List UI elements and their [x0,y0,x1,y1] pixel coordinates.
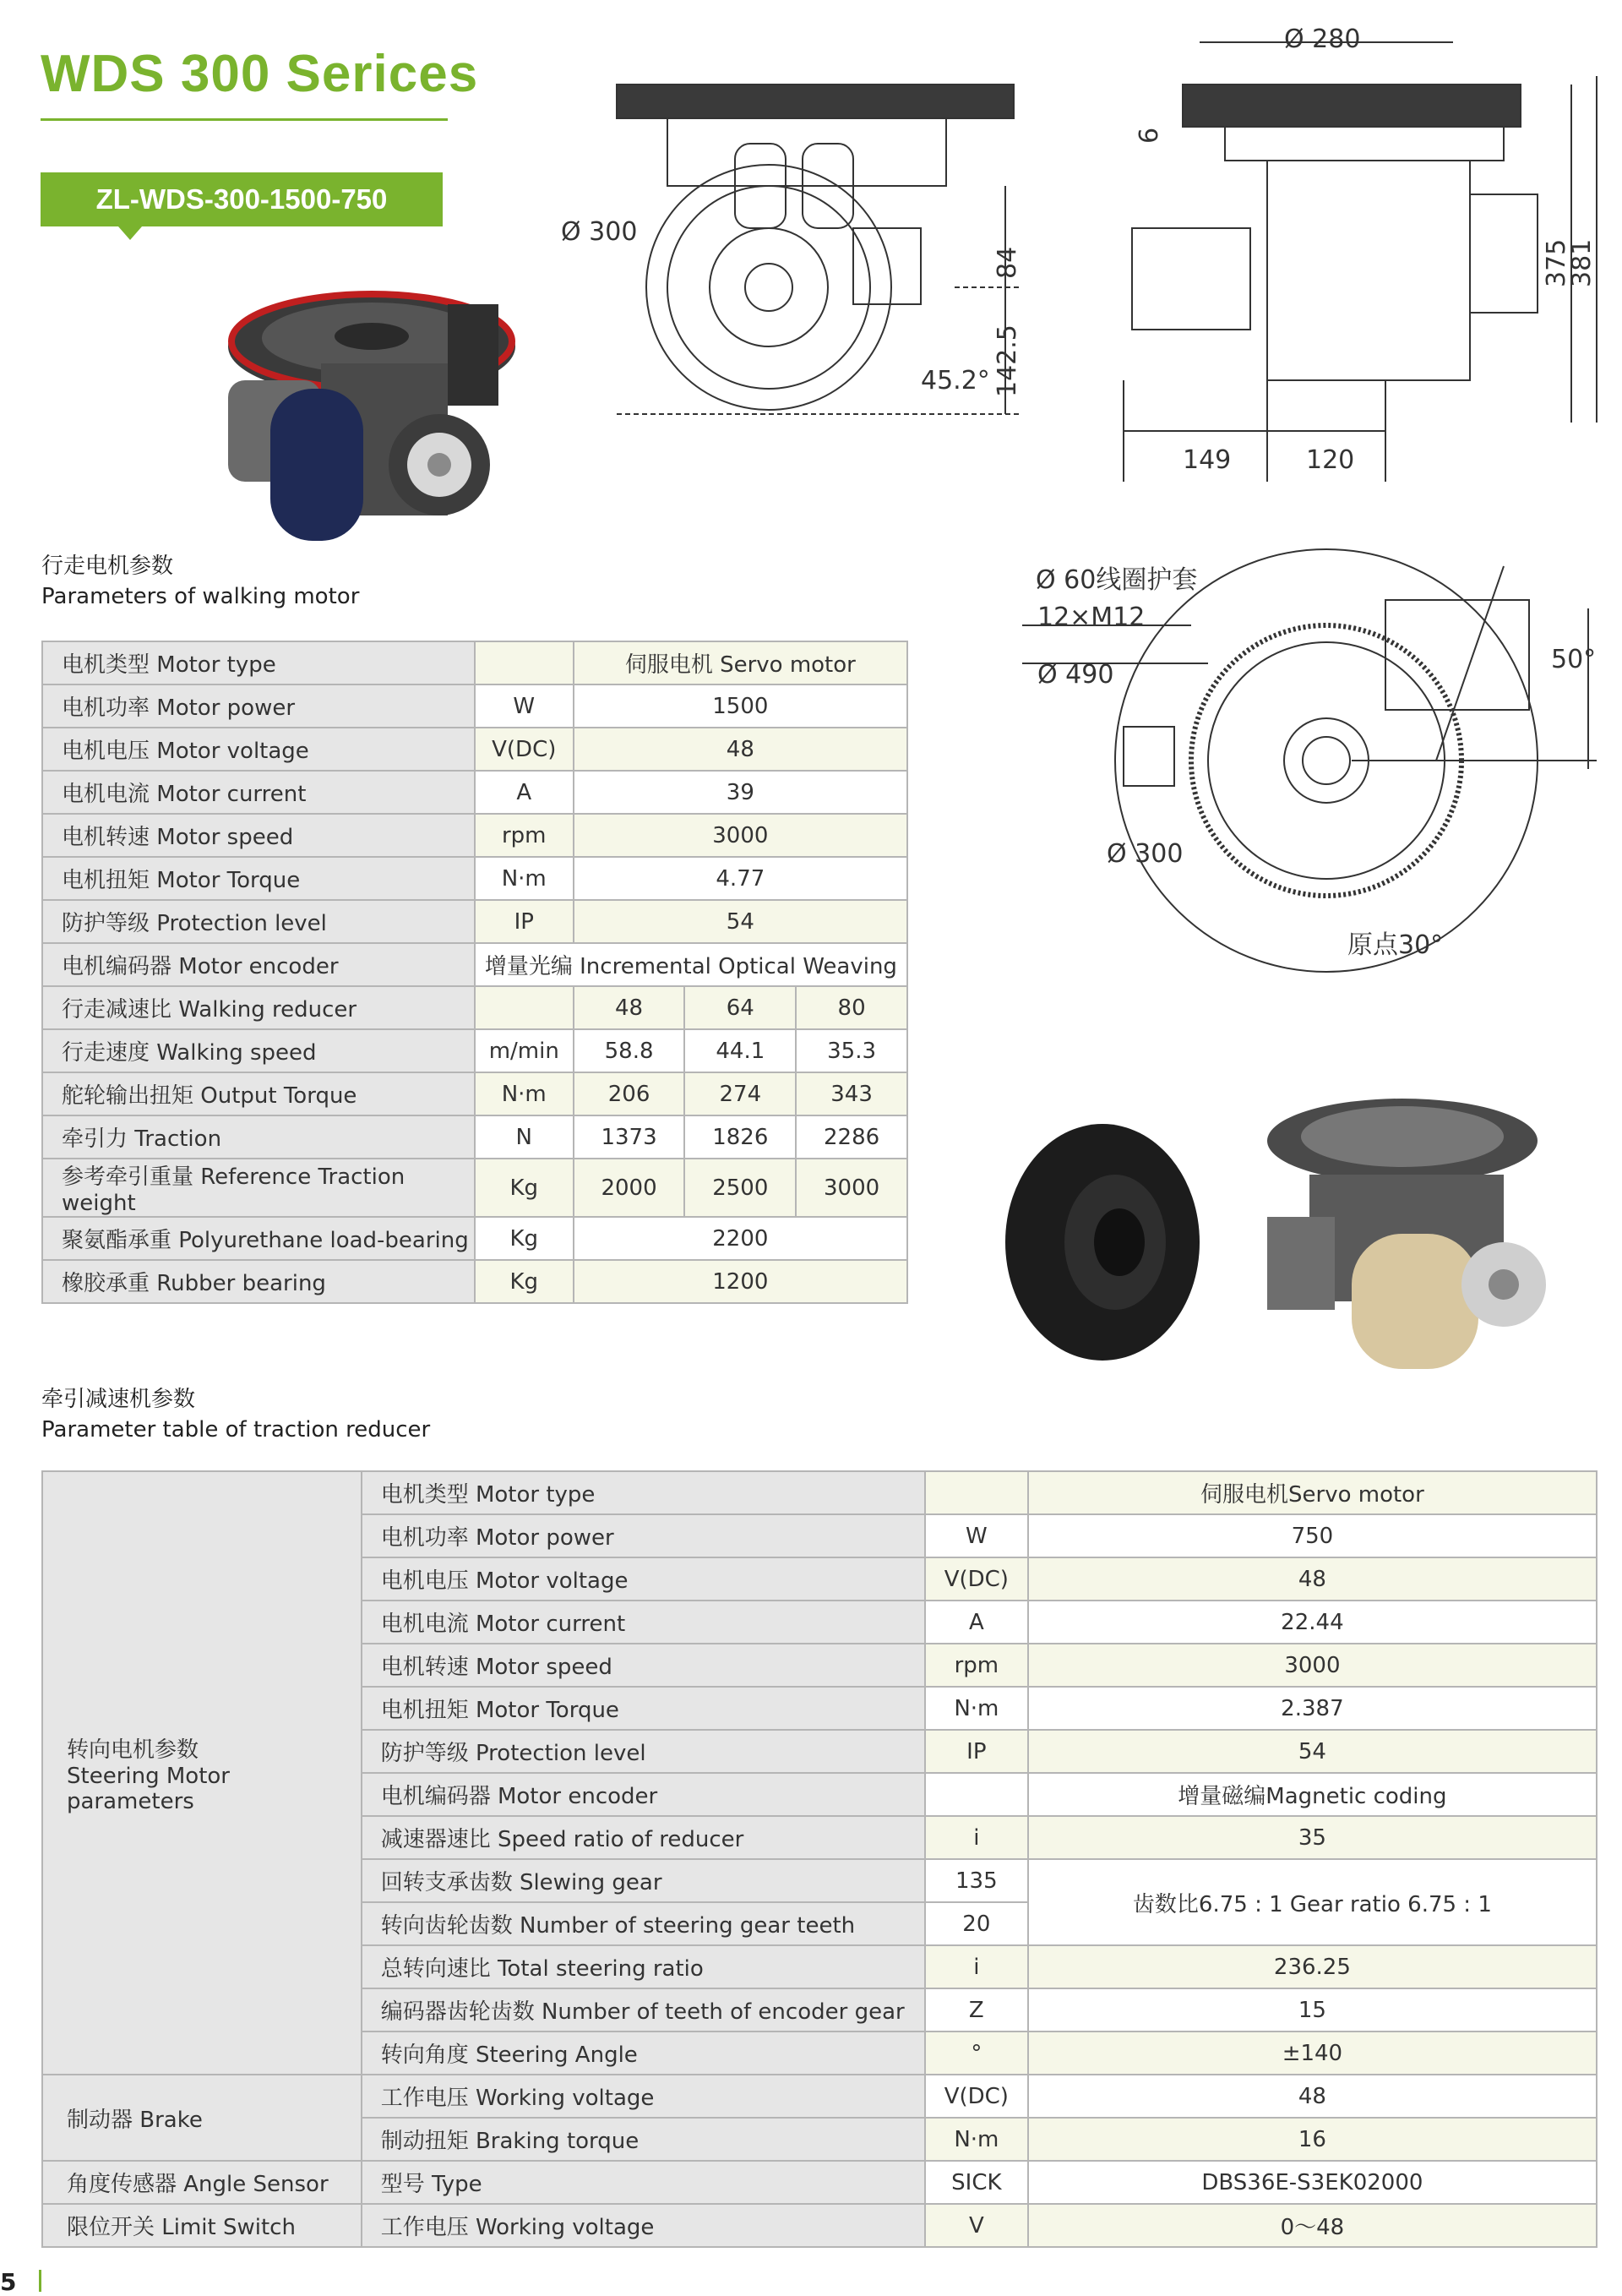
page-number-bar [39,2270,41,2292]
row-value: 35 [1028,1816,1597,1859]
row-label: 电机扭矩 Motor Torque [42,857,475,900]
row-unit [925,1471,1028,1514]
steering-group-en: Steering Motor parameters [67,1763,230,1814]
row-label: 编码器齿轮齿数 Number of teeth of encoder gear [362,1988,925,2031]
row-value: 伺服电机Servo motor [1028,1471,1597,1514]
row-label: 电机转速 Motor speed [362,1644,925,1687]
table-row [42,1115,907,1159]
dim-front-dia300: Ø 300 [561,217,638,247]
dim-top-origin: 原点30° [1347,930,1444,960]
row-unit [475,641,574,684]
table-row [42,857,907,900]
row-unit: V(DC) [925,2075,1028,2118]
row-label: 制动扭矩 Braking torque [362,2118,925,2161]
model-tag: ZL-WDS-300-1500-750 [41,172,443,226]
row-unit: Z [925,1988,1028,2031]
row-value: 54 [574,900,907,943]
drive-wheel-photo [169,254,524,558]
table-row [42,1029,907,1072]
title-underline [41,118,448,121]
dim-top-coil: Ø 60线圈护套 [1036,565,1198,595]
row-value: 48 [1028,1557,1597,1601]
row-unit: A [925,1601,1028,1644]
row-unit [925,1773,1028,1816]
reducer-title-cn: 牵引减速机参数 [41,1387,196,1412]
row-label: 总转向速比 Total steering ratio [362,1945,925,1988]
steering-group-cn: 转向电机参数 [67,1737,199,1763]
row-label: 舵轮输出扭矩 Output Torque [42,1072,475,1115]
table-row [42,1217,907,1260]
row-label: 转向齿轮齿数 Number of steering gear teeth [362,1902,925,1945]
row-label: 行走减速比 Walking reducer [42,986,475,1029]
row-label: 回转支承齿数 Slewing gear [362,1859,925,1902]
dim-front-142: 142.5 [993,324,1022,397]
row-value: 1500 [574,684,907,728]
row-value: 48 [574,986,685,1029]
row-unit: Kg [475,1217,574,1260]
dim-side-dia280: Ø 280 [1284,25,1361,54]
reducer-title-en: Parameter table of traction reducer [41,1417,431,1442]
row-value: 3000 [796,1159,907,1217]
row-label: 电机功率 Motor power [362,1514,925,1557]
dim-top-dia490: Ø 490 [1037,660,1114,690]
top-view-drawing [1014,541,1605,1014]
table-row [42,943,907,986]
row-unit: V(DC) [925,1557,1028,1601]
row-unit: N·m [925,1687,1028,1730]
row-label: 电机功率 Motor power [42,684,475,728]
row-value: 2286 [796,1115,907,1159]
walking-title-cn: 行走电机参数 [41,554,174,579]
row-value: 0～48 [1028,2204,1597,2247]
row-value: 58.8 [574,1029,685,1072]
page-title: WDS 300 Serices [41,45,479,103]
assembly-photo [1259,1090,1554,1377]
table-row [42,1260,907,1303]
table-row [42,986,907,1029]
row-unit: N·m [475,857,574,900]
dim-side-375: 375 [1542,238,1571,287]
row-label: 电机电流 Motor current [362,1601,925,1644]
steering-group-cell [42,1471,362,2075]
table-row [42,900,907,943]
row-unit: 135 [925,1859,1028,1902]
row-label: 参考牵引重量 Reference Traction weight [42,1159,475,1217]
row-label: 电机电压 Motor voltage [42,728,475,771]
row-unit: Kg [475,1260,574,1303]
row-unit: i [925,1945,1028,1988]
table-row [42,771,907,814]
row-value: 1373 [574,1115,685,1159]
row-value: 39 [574,771,907,814]
tyre-photo [1001,1115,1204,1369]
row-value: 增量磁编Magnetic coding [1028,1773,1597,1816]
row-label: 型号 Type [362,2161,925,2204]
row-label: 聚氨酯承重 Polyurethane load-bearing [42,1217,475,1260]
row-unit: ° [925,2031,1028,2075]
row-label: 电机编码器 Motor encoder [42,943,475,986]
table-row [42,2204,1597,2247]
row-label: 电机电压 Motor voltage [362,1557,925,1601]
table-row [42,1471,1597,1514]
row-label: 牵引力 Traction [42,1115,475,1159]
table-row [42,1072,907,1115]
row-value: 54 [1028,1730,1597,1773]
table-row [42,641,907,684]
row-unit: N·m [925,2118,1028,2161]
row-label: 橡胶承重 Rubber bearing [42,1260,475,1303]
reducer-table [41,1470,1598,2248]
row-label: 电机编码器 Motor encoder [362,1773,925,1816]
sensor-group-cell: 角度传感器 Angle Sensor [42,2161,362,2204]
row-unit: A [475,771,574,814]
row-label: 电机扭矩 Motor Torque [362,1687,925,1730]
table-row [42,684,907,728]
table-row [42,728,907,771]
row-label: 电机转速 Motor speed [42,814,475,857]
row-unit: V(DC) [475,728,574,771]
dim-top-angle50: 50° [1551,645,1597,674]
dim-side-6: 6 [1135,127,1164,144]
row-label: 行走速度 Walking speed [42,1029,475,1072]
table-row [42,814,907,857]
row-unit: m/min [475,1029,574,1072]
row-value: 343 [796,1072,907,1115]
row-value: 236.25 [1028,1945,1597,1988]
row-value: 3000 [574,814,907,857]
row-value: 4.77 [574,857,907,900]
model-tag-notch [118,226,142,240]
dim-side-149: 149 [1183,445,1232,475]
row-value: 22.44 [1028,1601,1597,1644]
row-unit: IP [475,900,574,943]
row-value: 2500 [684,1159,796,1217]
dim-side-120: 120 [1306,445,1355,475]
row-label: 电机类型 Motor type [42,641,475,684]
side-view-drawing [1098,8,1605,482]
row-unit: N·m [475,1072,574,1115]
row-value: 2000 [574,1159,685,1217]
front-view-drawing [549,59,1039,456]
row-value: 3000 [1028,1644,1597,1687]
limit-group-cell: 限位开关 Limit Switch [42,2204,362,2247]
row-label: 减速器速比 Speed ratio of reducer [362,1816,925,1859]
row-value: 2200 [574,1217,907,1260]
row-value: 1826 [684,1115,796,1159]
row-value: 15 [1028,1988,1597,2031]
row-label: 转向角度 Steering Angle [362,2031,925,2075]
row-unit: rpm [475,814,574,857]
row-label: 工作电压 Working voltage [362,2204,925,2247]
row-unit: rpm [925,1644,1028,1687]
row-unit: V [925,2204,1028,2247]
row-value: 16 [1028,2118,1597,2161]
row-value: 80 [796,986,907,1029]
row-unit [475,986,574,1029]
row-value: 44.1 [684,1029,796,1072]
row-label: 工作电压 Working voltage [362,2075,925,2118]
row-label: 防护等级 Protection level [42,900,475,943]
row-value: 64 [684,986,796,1029]
row-unit: W [475,684,574,728]
row-unit: N [475,1115,574,1159]
dim-top-bolts: 12×M12 [1037,603,1146,632]
table-row [42,2161,1597,2204]
row-value: 274 [684,1072,796,1115]
row-value: 1200 [574,1260,907,1303]
row-value: 750 [1028,1514,1597,1557]
row-value: 48 [1028,2075,1597,2118]
row-unit: IP [925,1730,1028,1773]
dim-side-381: 381 [1567,238,1597,287]
dim-front-84: 84 [993,246,1022,279]
row-label: 防护等级 Protection level [362,1730,925,1773]
brake-group-cell: 制动器 Brake [42,2075,362,2161]
row-unit: i [925,1816,1028,1859]
walking-title-en: Parameters of walking motor [41,584,360,609]
row-value: 伺服电机 Servo motor [574,641,907,684]
row-value: 增量光编 Incremental Optical Weaving [475,943,907,986]
row-value: 48 [574,728,907,771]
dim-top-dia300: Ø 300 [1107,839,1184,869]
row-unit: Kg [475,1159,574,1217]
row-value: DBS36E-S3EK02000 [1028,2161,1597,2204]
page-number: 5 [0,2268,17,2296]
row-value: 206 [574,1072,685,1115]
row-value: 35.3 [796,1029,907,1072]
table-row [42,2075,1597,2118]
row-label: 电机类型 Motor type [362,1471,925,1514]
row-label: 电机电流 Motor current [42,771,475,814]
table-row [42,1159,907,1217]
walking-motor-table [41,641,908,1304]
row-unit: W [925,1514,1028,1557]
row-value: 2.387 [1028,1687,1597,1730]
row-unit: 20 [925,1902,1028,1945]
row-value: ±140 [1028,2031,1597,2075]
dim-front-angle: 45.2° [921,366,990,395]
gear-ratio-value: 齿数比6.75 : 1 Gear ratio 6.75 : 1 [1028,1859,1597,1945]
row-unit: SICK [925,2161,1028,2204]
